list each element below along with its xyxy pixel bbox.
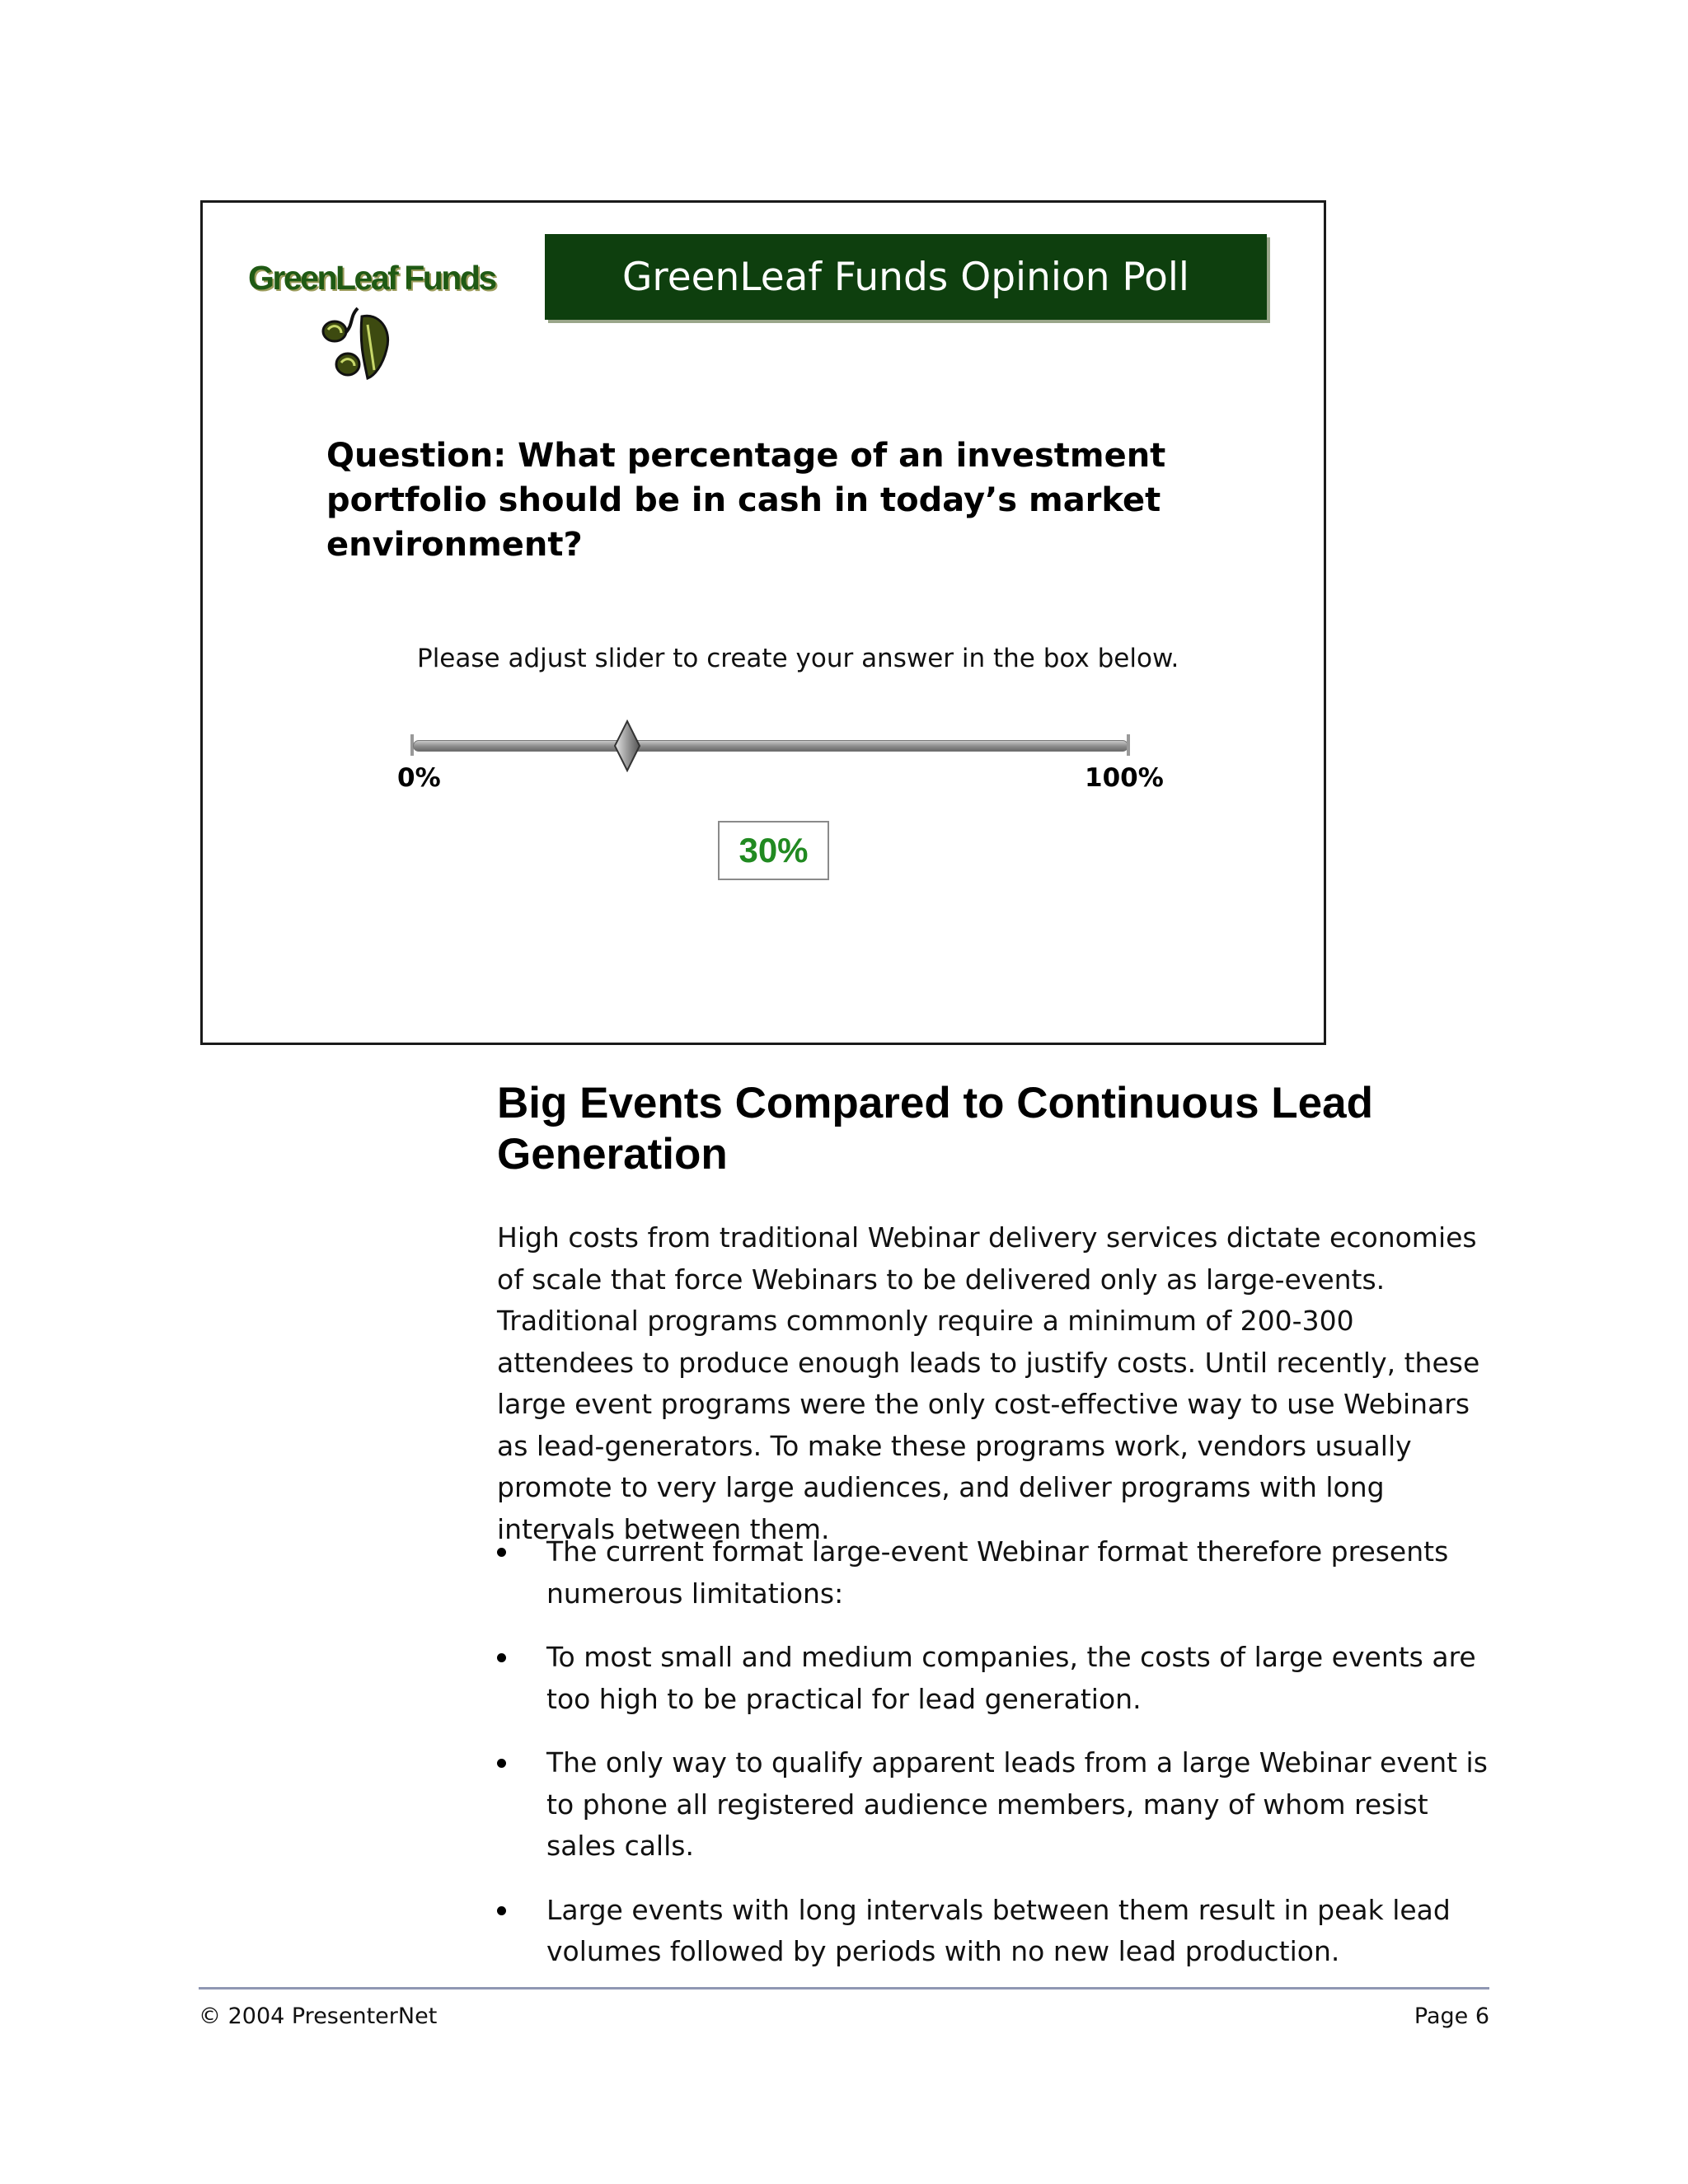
poll-question: Question: What percentage of an investment portfolio should be in cash in today’s market environment? xyxy=(326,437,1166,564)
slider-track[interactable] xyxy=(413,740,1128,752)
section-heading: Big Events Compared to Continuous Lead Generation xyxy=(497,1079,1374,1179)
answer-box[interactable]: 30% xyxy=(718,821,829,880)
list-item: To most small and medium companies, the costs of large events are too high to be practical for lead generation. xyxy=(497,1637,1494,1720)
leaf-acorn-icon xyxy=(316,300,407,382)
footer-copyright: © 2004 PresenterNet xyxy=(199,2004,438,2029)
bullet-icon xyxy=(497,1906,506,1915)
list-item: The only way to qualify apparent leads from a large Webinar event is to phone all registered audience members, many of whom resist sales calls. xyxy=(497,1742,1494,1868)
list-item: Large events with long intervals between them result in peak lead volumes followed by periods with no new lead production. xyxy=(497,1890,1494,1973)
poll-header: GreenLeaf Funds Opinion Poll xyxy=(545,234,1267,320)
list-item: The current format large-event Webinar format therefore presents numerous limitations: xyxy=(497,1531,1494,1615)
greenleaf-logo-text: GreenLeaf Funds xyxy=(248,259,495,297)
body-paragraph: High costs from traditional Webinar delivery services dictate economies of scale that force Webinars to be delivered only as large-events. Traditional programs commonly require a minimum of 200-300 attendees to produce enough leads to justify costs. Until recently, these large event programs were the only cost-effective way to use Webinars as lead-generators. To make these programs work, vendors usually promote to very large audiences, and deliver programs with long intervals between them. xyxy=(497,1221,1480,1545)
slider-right-endcap xyxy=(1127,734,1130,756)
footer-divider xyxy=(199,1987,1489,1990)
page-number: Page 6 xyxy=(1414,2004,1489,2029)
slider-max-label: 100% xyxy=(1085,763,1164,793)
slider-instruction: Please adjust slider to create your answer in the box below. xyxy=(417,644,1179,673)
slider-min-label: 0% xyxy=(397,763,441,793)
bullet-icon xyxy=(497,1548,506,1557)
poll-slide xyxy=(200,200,1326,1045)
bullet-list xyxy=(497,1531,1494,1995)
bullet-icon xyxy=(497,1759,506,1768)
slider-thumb[interactable] xyxy=(613,719,641,772)
bullet-icon xyxy=(497,1653,506,1662)
